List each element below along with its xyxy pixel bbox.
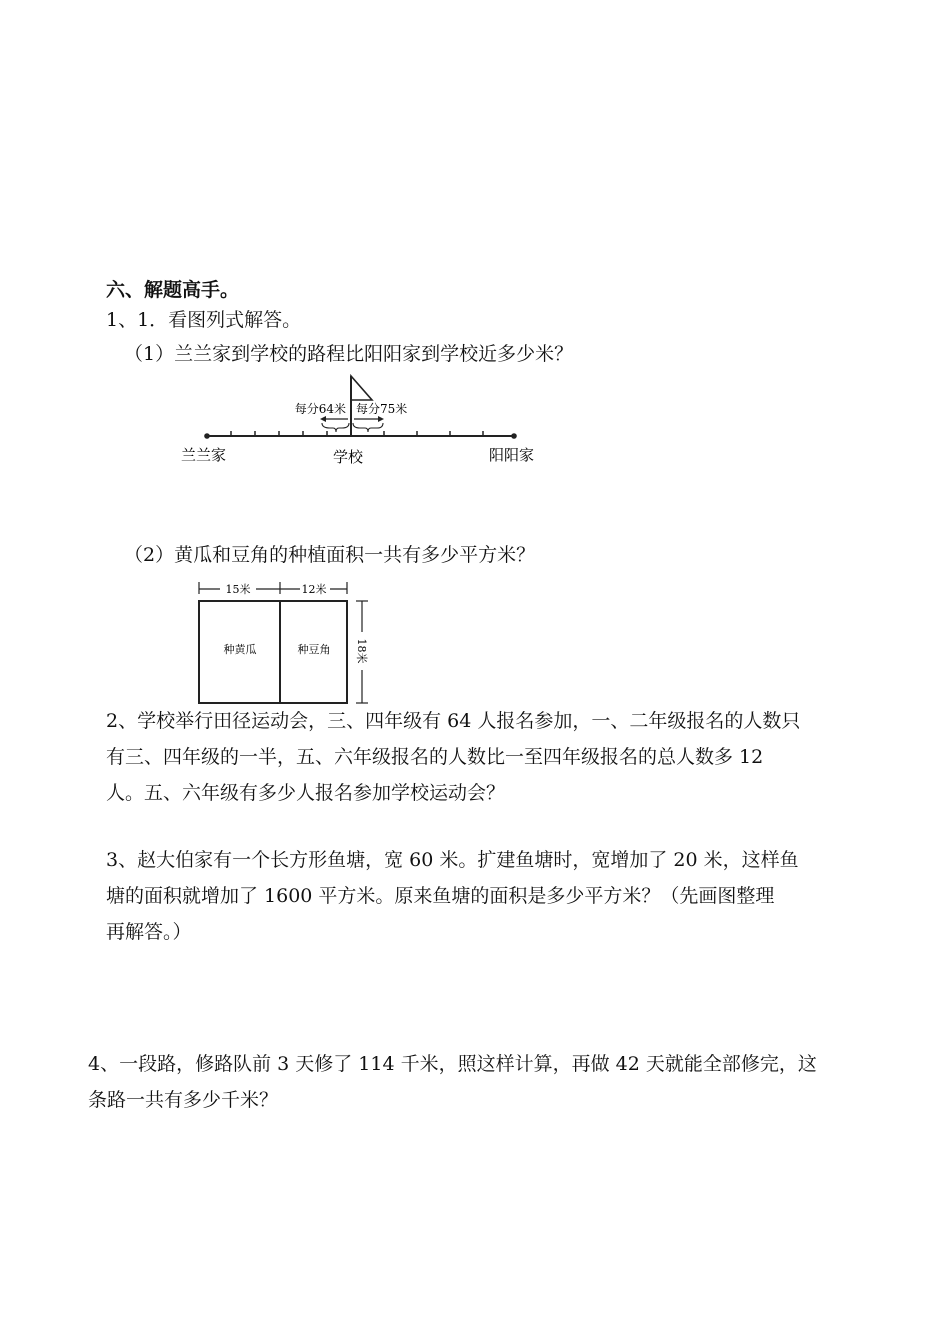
left-speed-label: 每分64米 bbox=[294, 402, 346, 416]
question-3-line: 3、赵大伯家有一个长方形鱼塘，宽 60 米。扩建鱼塘时，宽增加了 20 米，这样鱼 bbox=[106, 849, 799, 871]
question-1-title: 1、1．看图列式解答。 bbox=[106, 309, 302, 331]
right-speed-label: 每分75米 bbox=[356, 402, 408, 416]
question-3-line: 再解答。） bbox=[106, 921, 192, 943]
field-height-label: 18米 bbox=[355, 638, 368, 664]
question-2-line: 2、学校举行田径运动会，三、四年级有 64 人报名参加，一、二年级报名的人数只 bbox=[106, 710, 801, 732]
question-2 bbox=[106, 703, 800, 811]
question-1-sub2-text: （2）黄瓜和豆角的种植面积一共有多少平方米？ bbox=[124, 544, 536, 566]
bean-width-label: 12米 bbox=[301, 583, 327, 596]
question-2-line: 人。五、六年级有多少人报名参加学校运动会？ bbox=[106, 782, 506, 804]
yangyang-home-label: 阳阳家 bbox=[489, 446, 535, 464]
question-1-sub1-text: （1）兰兰家到学校的路程比阳阳家到学校近多少米？ bbox=[124, 343, 574, 365]
question-2-line: 有三、四年级的一半，五、六年级报名的人数比一至四年级报名的总人数多 12 bbox=[106, 746, 764, 768]
bean-field-label: 种豆角 bbox=[297, 643, 331, 656]
school-flag-icon bbox=[351, 376, 372, 400]
school-label: 学校 bbox=[333, 448, 364, 466]
question-4-line: 4、一段路，修路队前 3 天修了 114 千米，照这样计算，再做 42 天就能全部修完，这 bbox=[88, 1053, 817, 1075]
cucumber-width-label: 15米 bbox=[225, 583, 251, 596]
question-4-line: 条路一共有多少千米？ bbox=[88, 1089, 279, 1111]
cucumber-field-label: 种黄瓜 bbox=[223, 643, 257, 656]
section-title: 六、解题高手。 bbox=[106, 279, 240, 301]
question-3 bbox=[106, 842, 799, 950]
question-4 bbox=[88, 1046, 817, 1118]
route-diagram bbox=[170, 368, 560, 476]
field-diagram bbox=[190, 580, 380, 706]
question-3-line: 塘的面积就增加了 1600 平方米。原来鱼塘的面积是多少平方米？（先画图整理 bbox=[106, 885, 775, 907]
lanlan-home-label: 兰兰家 bbox=[181, 446, 227, 464]
